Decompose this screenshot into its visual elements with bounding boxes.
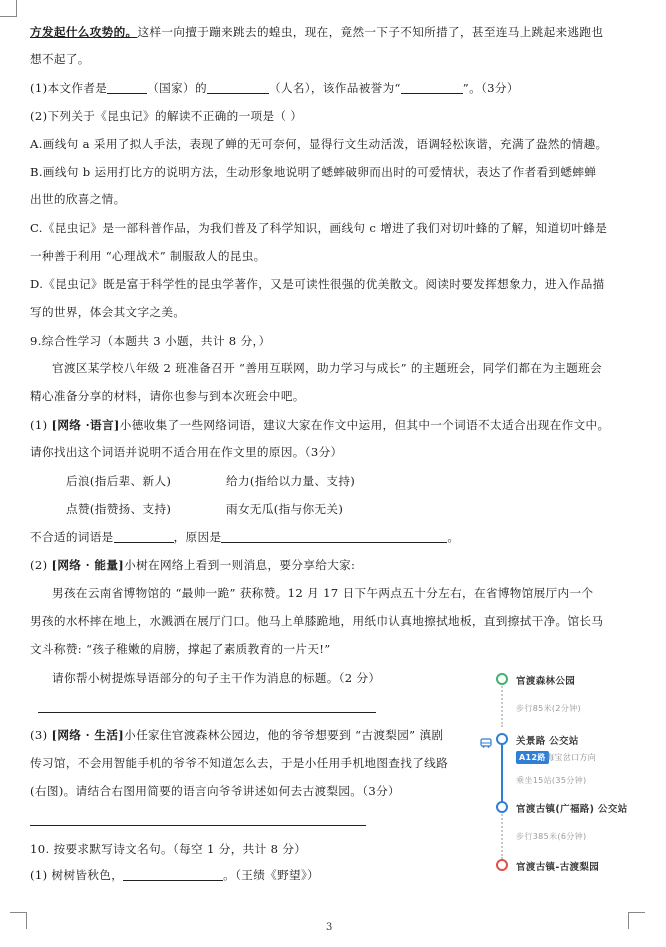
answer-blank-word[interactable] [114, 530, 174, 543]
news-text: 文斗称赞: “孩子稚嫩的肩膀，撑起了素质教育的一片天!” [30, 642, 331, 656]
news-text: 男孩的水杯摔在地上，水溅洒在展厅门口。他马上单膝跪地，用纸巾认真地擦拭地板，直到擦拭干净。馆长马 [30, 614, 604, 628]
question-9-1-cont: 请你找出这个词语并说明不适合用在作文里的原因。（3分） [30, 445, 343, 459]
question-9-2-prompt: 请你帮小树提炼导语部分的句子主干作为消息的标题。（2 分） [52, 671, 381, 685]
question-9-3 [30, 727, 443, 743]
walk-path [501, 679, 503, 727]
word-option: 点赞(指赞扬、支持) [66, 502, 172, 516]
destination-marker-icon [496, 859, 508, 871]
question-9-heading: 9.综合性学习（本题共 3 小题，共计 8 分，） [30, 334, 271, 348]
text-fragment: （国家）的 [147, 81, 207, 95]
text-fragment: (1) [30, 418, 52, 432]
text-fragment: 。 [447, 530, 460, 544]
crop-mark-bottom-left [10, 912, 27, 929]
bus-path [501, 735, 503, 803]
stop-destination: 官渡古镇-古渡梨园 [516, 862, 600, 873]
text-fragment: （人名），该作品被誉为“ [268, 81, 401, 95]
question-10-heading: 10. 按要求默写诗文名句。（每空 1 分，共计 8 分） [30, 842, 307, 856]
question-9-3-cont: (右图)。请结合右图用简要的语言向爷爷讲述如何去古渡梨园。（3分） [30, 784, 400, 798]
walk-note: 步行385米(6分钟) [516, 832, 587, 841]
word-option: 雨女无瓜(指与你无关) [226, 502, 344, 516]
question-9-1 [30, 417, 609, 433]
text-fragment: 。（王绩《野望》） [223, 868, 320, 882]
answer-blank-author[interactable] [207, 81, 269, 94]
route-badge: A12路 [516, 751, 549, 764]
news-text: 男孩在云南省博物馆的 “最帅一跪” 获称赞。12 月 17 日下午两点五十分左右，在省博物馆展厅内一个 [52, 586, 594, 600]
text-fragment: 小树在网络上看到一则消息，要分享给大家: [124, 558, 356, 572]
answer-line-title[interactable] [38, 712, 376, 713]
walk-note: 步行85米(2分钟) [516, 704, 582, 713]
walk-path [501, 811, 503, 859]
ride-note: 乘坐15站(35分钟) [516, 776, 587, 785]
text-fragment: 不合适的词语是 [30, 530, 114, 544]
bus-stop-marker-icon [496, 801, 508, 813]
section-tag: [网络 ·语言] [51, 418, 120, 432]
word-option: 后浪(指后辈、新人) [66, 474, 172, 488]
question-9-3-cont: 传习馆，不会用智能手机的爷爷不知道怎么去，于是小任用手机地图查找了线路 [30, 756, 449, 770]
question-9-2 [30, 557, 355, 573]
text-line: 想不起了。 [30, 52, 90, 66]
word-option: 给力(指给以力量、支持) [226, 474, 356, 488]
stop-start: 官渡森林公园 [516, 676, 576, 687]
crop-mark-bottom-right [628, 912, 645, 929]
answer-blank-country[interactable] [107, 81, 147, 94]
option-a: A.画线句 a 采用了拟人手法，表现了蝉的无可奈何，显得行文生动活泼，语调轻松诙谐，充满了盎然的情趣。 [30, 137, 608, 151]
option-c-cont: 一种善于利用 “心理战术” 制服敌人的昆虫。 [30, 249, 266, 263]
stop-board: 关景路 公交站 [516, 736, 579, 747]
answer-line-9-1 [30, 529, 459, 545]
crop-mark-top-left [0, 0, 17, 17]
option-b: B.画线句 b 运用打比方的说明方法，生动形象地说明了蟋蟀破卵而出时的可爱情状，表达了作者看到蟋蟀蝉 [30, 165, 597, 179]
text-line [30, 24, 603, 40]
route-direction: 海宝岔口方向 [546, 753, 597, 762]
question-10-1 [30, 867, 319, 883]
answer-line-directions[interactable] [30, 825, 366, 826]
text-fragment: ，原因是 [173, 530, 222, 544]
answer-blank-reason[interactable] [221, 530, 447, 543]
bus-stop-marker-icon [496, 733, 508, 745]
text-fragment: 小任家住官渡森林公园边，他的爷爷想要到 “古渡梨园” 滇剧 [124, 728, 444, 742]
text-fragment: (3) [30, 728, 52, 742]
option-c: C.《昆虫记》是一部科普作品，为我们普及了科学知识，画线句 c 增进了我们对切叶蜂的了解，知道切叶蜂是 [30, 221, 608, 235]
stop-alight: 官渡古镇(广福路) 公交站 [516, 804, 628, 815]
question-8-1 [30, 80, 519, 96]
question-8-2: (2)下列关于《昆虫记》的解读不正确的一项是（ ） [30, 109, 303, 123]
text-fragment: 小德收集了一些网络词语，建议大家在作文中运用，但其中一个词语不太适合出现在作文中。 [119, 418, 610, 432]
option-b-cont: 出世的欣喜之情。 [30, 192, 126, 206]
text-fragment: ”。（3分） [462, 81, 519, 95]
start-marker-icon [496, 673, 508, 685]
section-tag: [网络 · 能量] [51, 558, 125, 572]
question-9-intro: 官渡区某学校八年级 2 班准备召开 “善用互联网，助力学习与成长” 的主题班会，同学们都在为主题班会 [52, 361, 603, 375]
text-fragment: 这样一向擅于蹦来跳去的蝗虫，现在，竟然一下子不知所措了，甚至连马上跳起来逃跑也 [137, 25, 604, 39]
text-fragment: (1)本文作者是 [30, 81, 108, 95]
answer-blank-reputation[interactable] [401, 81, 463, 94]
underlined-sentence-end: 方发起什么攻势的。 [30, 25, 138, 39]
page-number: 3 [326, 922, 333, 933]
text-fragment: (1) 树树皆秋色， [30, 868, 124, 882]
route-map [472, 665, 632, 885]
option-d: D.《昆虫记》既是富于科学性的昆虫学著作，又是可读性很强的优美散文。阅读时要发挥想象力，进入作品描 [30, 277, 605, 291]
bus-icon [480, 738, 492, 748]
section-tag: [网络 · 生活] [51, 728, 125, 742]
question-9-intro-cont: 精心准备分享的材料，请你也参与到本次班会中吧。 [30, 389, 305, 403]
answer-blank-poem[interactable] [123, 868, 223, 881]
option-d-cont: 写的世界，体会其文字之美。 [30, 305, 186, 319]
text-fragment: (2) [30, 558, 52, 572]
